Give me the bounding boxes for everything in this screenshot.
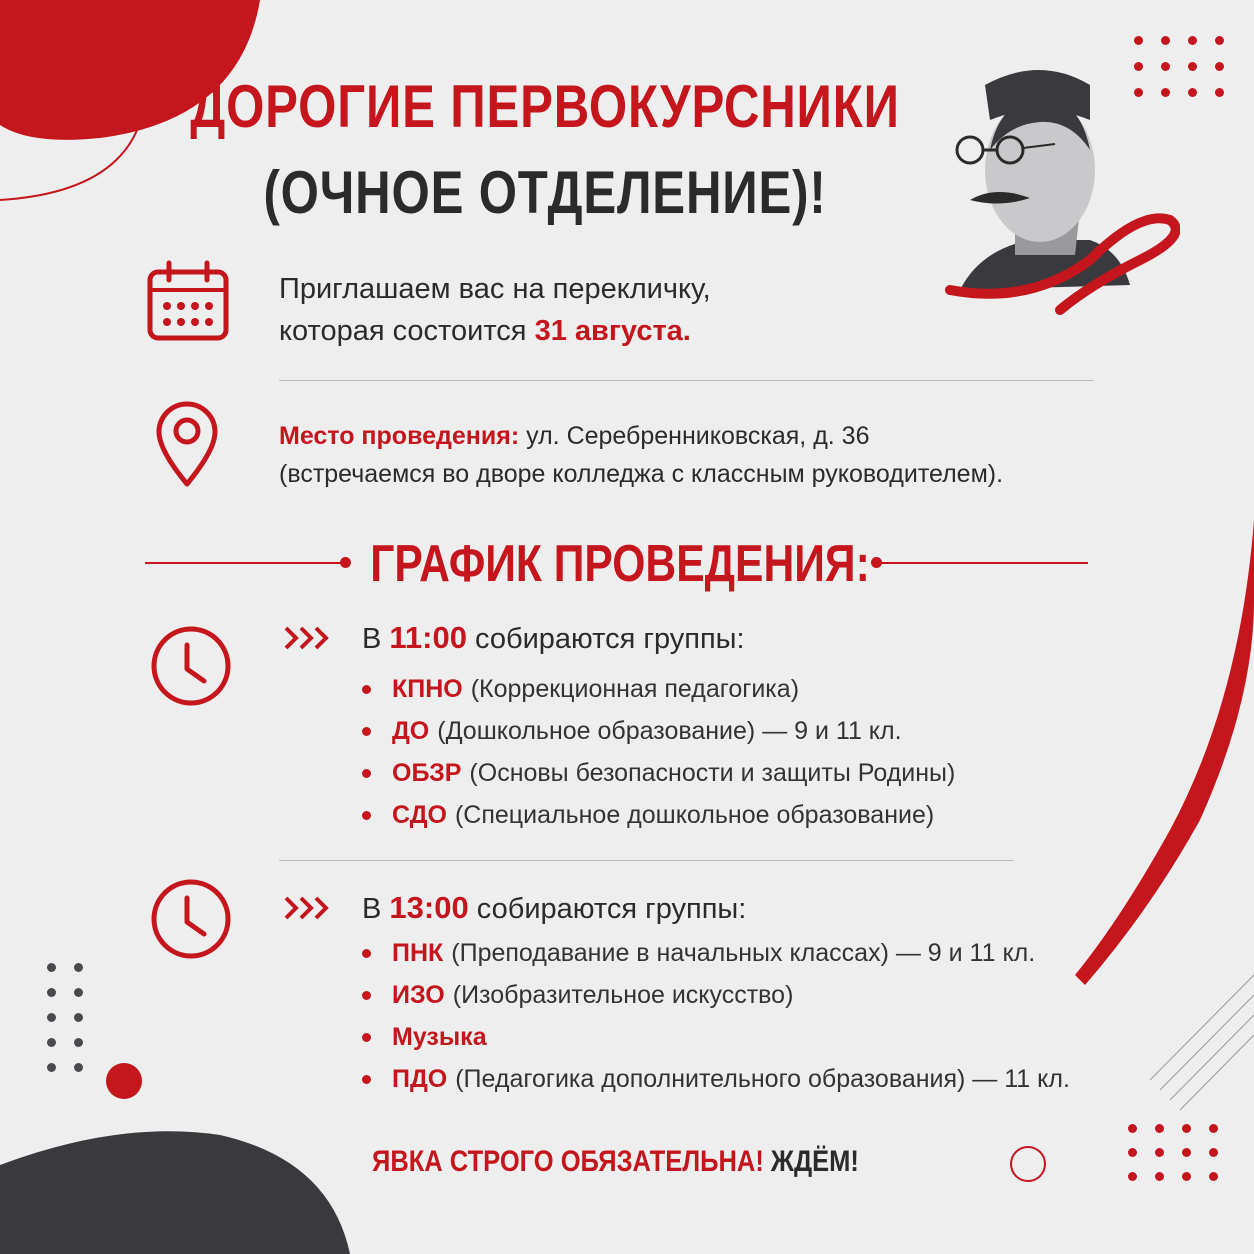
- clock-icon: [150, 878, 232, 960]
- group-code: КПНО: [392, 675, 463, 703]
- divider-2: [279, 860, 1014, 861]
- place-line1: [279, 417, 1003, 455]
- footer-dark: ЖДЁМ!: [763, 1145, 859, 1178]
- group-code: ДО: [392, 717, 430, 745]
- dot-grid-left: [47, 963, 87, 1073]
- group-desc: (Преподавание в начальных классах) — 9 и 11 кл.: [451, 939, 1036, 967]
- place-note: (встречаемся во дворе колледжа с классным руководителем).: [279, 460, 1004, 488]
- calendar-icon: [147, 260, 229, 342]
- place-text: [279, 417, 1003, 493]
- list-item: [362, 932, 1070, 974]
- group-code: ПДО: [392, 1065, 448, 1093]
- group-desc: (Изобразительное искусство): [452, 981, 794, 1009]
- invite-date: 31 августа.: [534, 315, 691, 347]
- slot1-prefix: В: [362, 623, 390, 655]
- slot1-group-list: [362, 668, 955, 836]
- slot2-time: 13:00: [389, 890, 469, 925]
- group-desc: (Коррекционная педагогика): [470, 675, 800, 703]
- schedule-title: ГРАФИК ПРОВЕДЕНИЯ:: [370, 535, 870, 593]
- location-pin-icon: [155, 400, 219, 488]
- invite-line2-prefix: которая состоится: [279, 315, 535, 347]
- group-code: СДО: [392, 801, 447, 829]
- list-item: [362, 710, 955, 752]
- slot2-suffix: собираются группы:: [468, 893, 747, 925]
- slot1-time: 11:00: [389, 620, 467, 655]
- footer-text: [372, 1145, 859, 1179]
- place-address: ул. Серебренниковская, д. 36: [519, 422, 870, 450]
- divider-1: [279, 380, 1094, 381]
- invite-text: [279, 268, 711, 352]
- slot2-prefix: В: [362, 893, 390, 925]
- group-desc: (Педагогика дополнительного образования) — 11 кл.: [455, 1065, 1070, 1093]
- group-code: ИЗО: [392, 981, 445, 1009]
- list-item: [362, 1058, 1070, 1100]
- list-item: [362, 1016, 1070, 1058]
- dot-grid-bottom-right: [1128, 1124, 1218, 1184]
- list-item: [362, 668, 955, 710]
- heading-line2: (ОЧНОЕ ОТДЕЛЕНИЕ)!: [263, 159, 827, 226]
- slot1-header: [362, 620, 745, 656]
- group-code: Музыка: [392, 1023, 487, 1051]
- list-item: [362, 752, 955, 794]
- group-desc: (Основы безопасности и защиты Родины): [469, 759, 956, 787]
- clock-icon: [150, 625, 232, 707]
- group-desc: (Специальное дошкольное образование): [454, 801, 935, 829]
- schedule-line-right: [880, 562, 1088, 564]
- schedule-dot-left: [340, 557, 351, 568]
- place-label: Место проведения:: [279, 422, 520, 450]
- slot1-suffix: собираются группы:: [466, 623, 745, 655]
- invite-line2: [279, 310, 711, 352]
- schedule-line-left: [145, 562, 345, 564]
- triple-chevron-icon: [284, 894, 332, 922]
- footer-red: ЯВКА СТРОГО ОБЯЗАТЕЛЬНА!: [372, 1145, 764, 1178]
- slot2-header: [362, 890, 746, 926]
- list-item: [362, 794, 955, 836]
- heading-line1: ДОРОГИЕ ПЕРВОКУРСНИКИ: [190, 73, 900, 140]
- triple-chevron-icon: [284, 624, 332, 652]
- group-code: ОБЗР: [392, 759, 462, 787]
- group-code: ПНК: [392, 939, 444, 967]
- invite-line1: Приглашаем вас на перекличку,: [279, 273, 711, 305]
- list-item: [362, 974, 1070, 1016]
- slot2-group-list: [362, 932, 1070, 1100]
- group-desc: (Дошкольное образование) — 9 и 11 кл.: [437, 717, 902, 745]
